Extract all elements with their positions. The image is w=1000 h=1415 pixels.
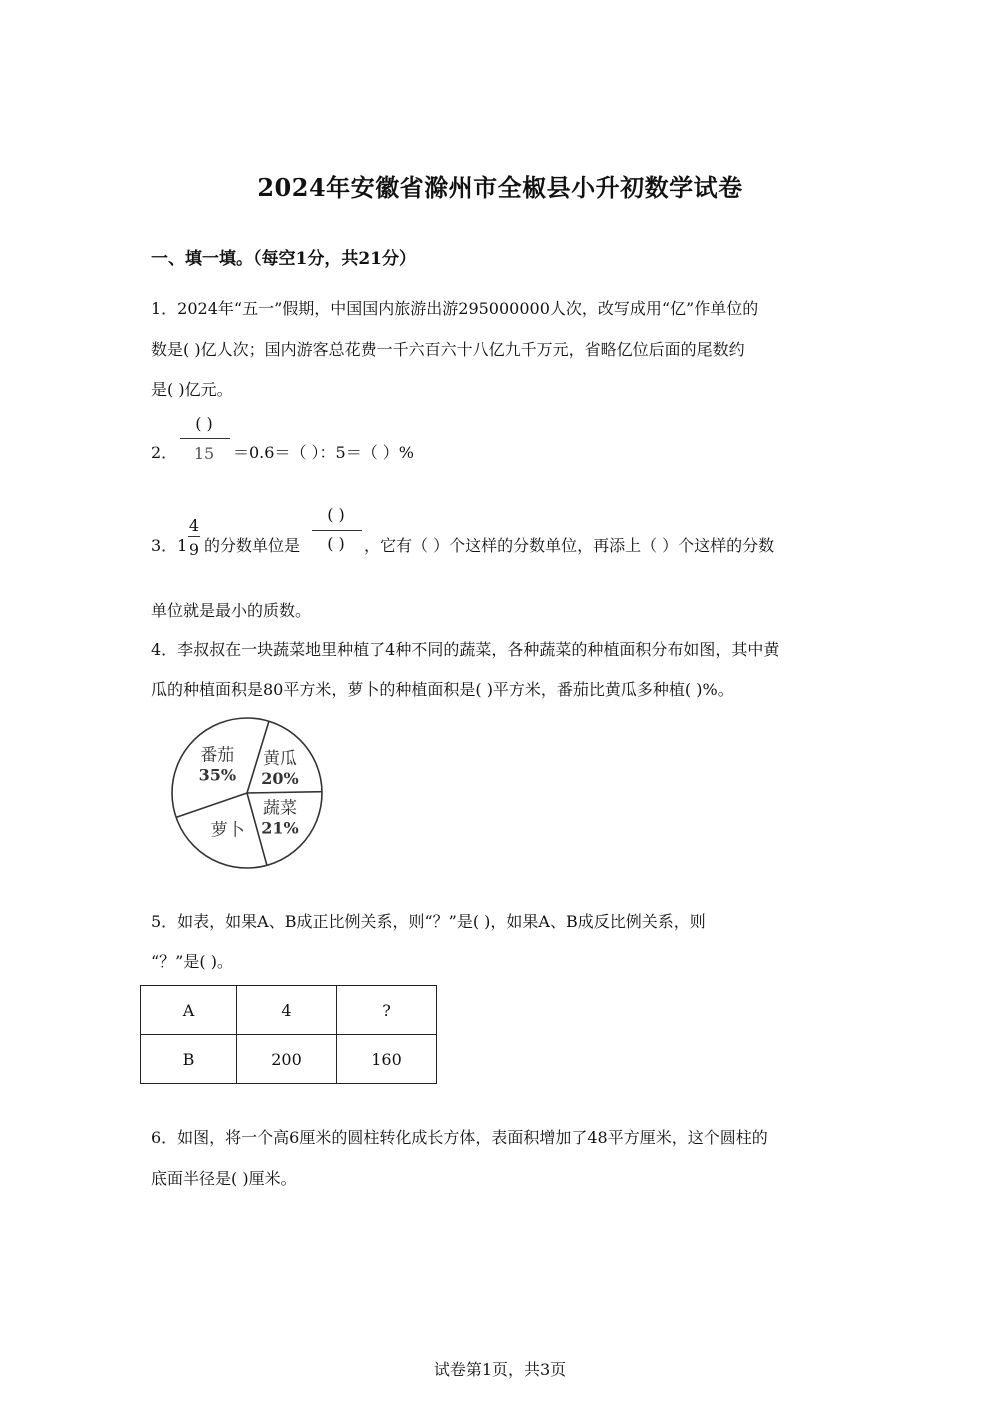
pie-slice-percent: 35% [198,765,237,785]
q3-unit-bar [312,530,362,531]
pie-slice-label: 黄瓜 [262,749,297,770]
q3-text-b: ，它有（ ）个这样的分数单位，再添上（ ）个这样的分数 [364,536,775,555]
pie-slice-label: 蔬菜 [263,798,298,819]
q6-line2: 底面半径是( )厘米。 [151,1169,297,1188]
pie-slice-label: 萝卜 [210,820,245,841]
q2-rest: ＝0.6＝（ ）：5＝（ ）% [233,443,415,462]
pie-slice-percent: 21% [261,818,299,838]
table-row [141,986,437,1035]
pie-slice-label: 番茄 [200,745,235,766]
q4-line2: 瓜的种植面积是80平方米，萝卜的种植面积是( )平方米，番茄比黄瓜多种植( )%。 [151,680,734,699]
table-row [141,1035,437,1084]
q2-fraction-bar [180,438,230,439]
q4-line1: 4．李叔叔在一块蔬菜地里种植了4种不同的蔬菜，各种蔬菜的种植面积分布如图，其中黄 [151,640,780,659]
q3-number: 3．1 [151,536,188,555]
pie-slice-percent: 20% [261,769,299,789]
q1-line2: 数是( )亿人次；国内游客总花费一千六百六十八亿九千万元，省略亿位后面的尾数约 [151,340,745,359]
section-heading: 一、填一填。（每空1分，共21分） [151,249,416,269]
q2-number: 2． [151,443,178,462]
q3-mixed-bar [188,536,200,537]
table-cell: ? [337,986,437,1035]
proportion-table [140,985,437,1084]
q3-line2: 单位就是最小的质数。 [151,601,312,620]
q2-fraction-numerator: ( ) [195,414,213,433]
table-cell: A [141,986,237,1035]
q5-line2: “？”是( )。 [151,952,233,971]
q1-line1: 1．2024年“五一”假期，中国国内旅游出游295000000人次，改写成用“亿”作单位的 [151,299,759,318]
q5-line1: 5．如表，如果A、B成正比例关系，则“？”是( )，如果A、B成反比例关系，则 [151,912,706,931]
q3-unit-numerator: ( ) [327,505,345,524]
page-title: 2024年安徽省滁州市全椒县小升初数学试卷 [257,173,743,202]
q3-mixed-denominator: 9 [188,540,200,559]
q1-line3: 是( )亿元。 [151,380,233,399]
q2-fraction-denominator: 15 [193,444,215,463]
page-footer: 试卷第1页，共3页 [433,1360,567,1379]
q6-line1: 6．如图，将一个高6厘米的圆柱转化成长方体，表面积增加了48平方厘米，这个圆柱的 [151,1128,768,1147]
table-cell: 200 [237,1035,337,1084]
q3-mixed-numerator: 4 [188,516,200,535]
table-cell: 160 [337,1035,437,1084]
pie-chart [160,710,340,880]
q3-unit-denominator: ( ) [327,534,345,553]
table-cell: B [141,1035,237,1084]
q3-text-a: 的分数单位是 [204,536,301,555]
table-cell: 4 [237,986,337,1035]
